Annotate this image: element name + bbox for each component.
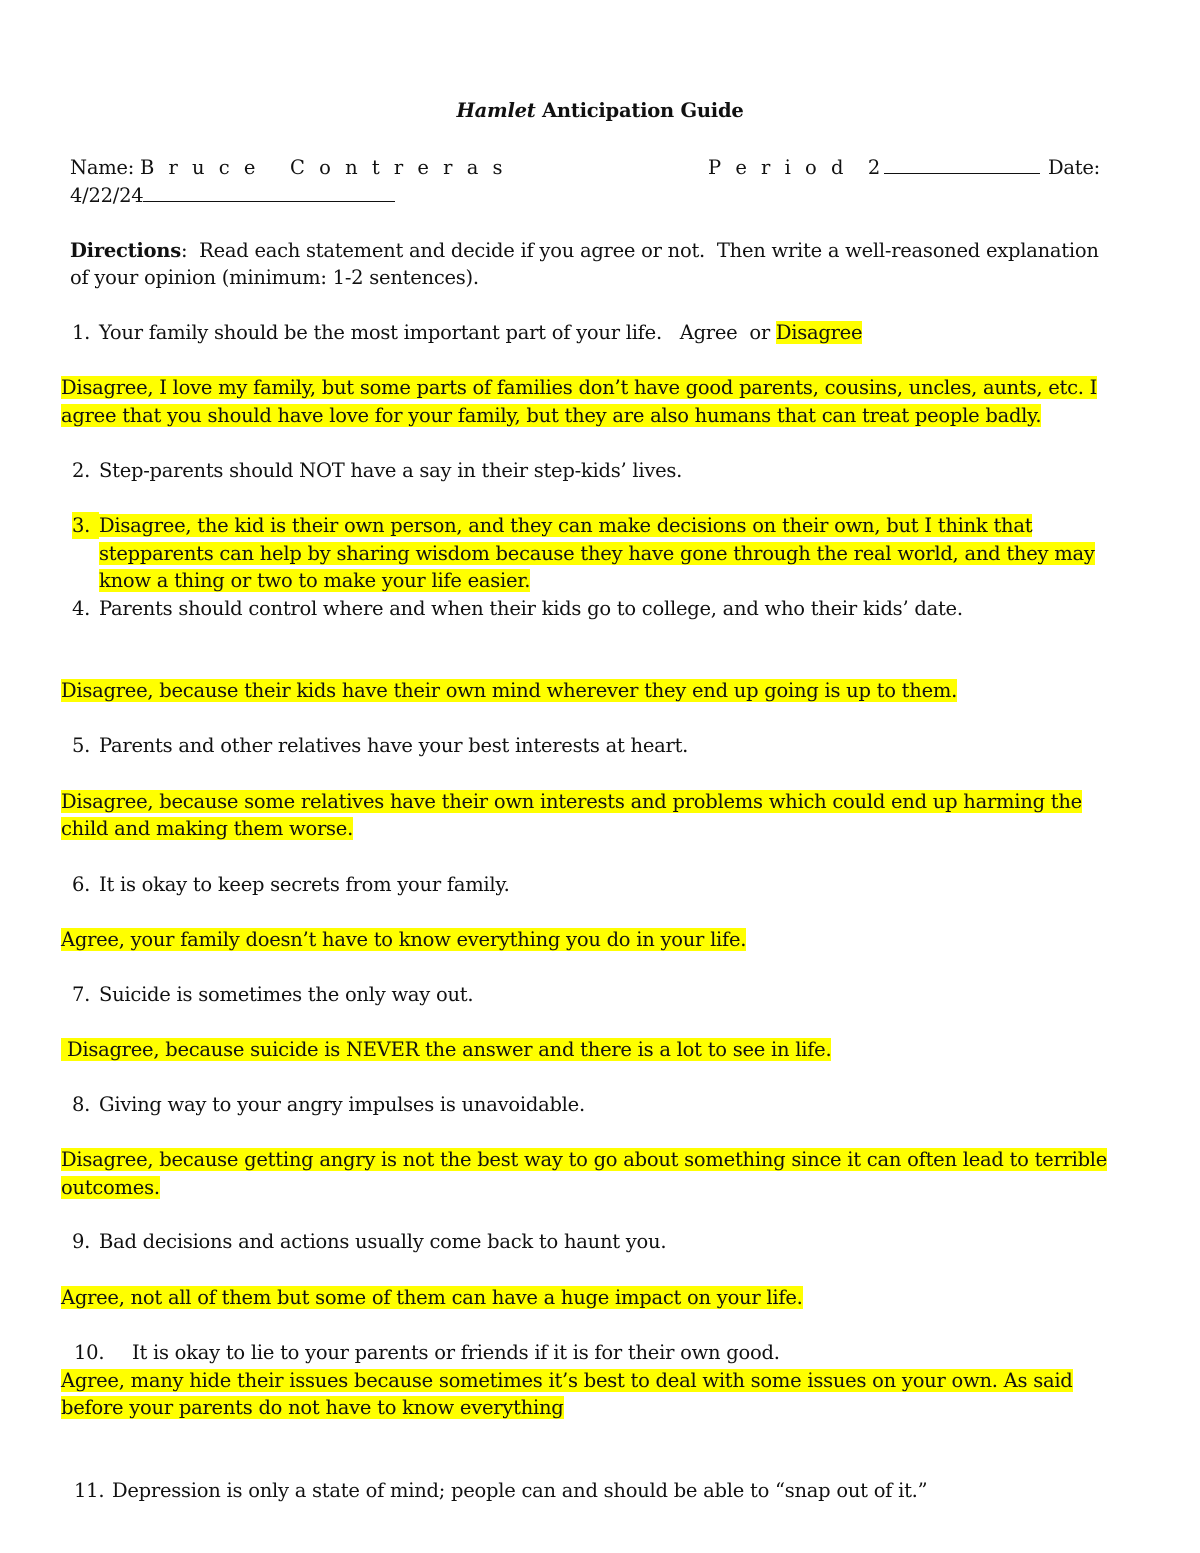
statement-10 <box>74 1339 780 1366</box>
period-label: P e r i o d 2 <box>708 156 885 179</box>
statement-number: 7. <box>72 983 91 1006</box>
statement-2 <box>72 457 682 484</box>
statement-text: It is okay to keep secrets from your family. <box>99 873 510 896</box>
answer-2-line-1: 3. Disagree, the kid is their own person, and they can make decisions on their own, but I think that <box>72 514 1033 537</box>
statement-number: 8. <box>72 1093 91 1116</box>
statement-number: 2. <box>72 459 91 482</box>
statement-number: 9. <box>72 1230 91 1253</box>
date-value: 4/22/24 <box>70 184 144 207</box>
answer-10-line-2: before your parents do not have to know everything <box>61 1396 564 1419</box>
statement-text: Bad decisions and actions usually come back to haunt you. <box>99 1230 667 1253</box>
answer-5-line-1: Disagree, because some relatives have their own interests and problems which could end up harming the <box>61 790 1082 813</box>
name-value: B r u c e C o n t r e r a s <box>140 156 507 179</box>
document-title <box>0 97 1200 124</box>
statement-9 <box>72 1228 666 1255</box>
date-line <box>70 182 395 209</box>
period-blank <box>884 155 1040 174</box>
answer-6-line-1: Agree, your family doesn’t have to know everything you do in your life. <box>61 928 747 951</box>
statement-7 <box>72 981 473 1008</box>
answer-8-line-1: Disagree, because getting angry is not the best way to go about something since it can often lead to terrible <box>61 1148 1108 1171</box>
statement-text: Step-parents should NOT have a say in their step-kids’ lives. <box>99 459 683 482</box>
answer-10-line-1: Agree, many hide their issues because sometimes it’s best to deal with some issues on your own. As said <box>61 1369 1073 1392</box>
statement-number: 1. <box>72 321 91 344</box>
statement-number: 6. <box>72 873 91 896</box>
name-line <box>70 154 507 181</box>
answer-8-line-2: outcomes. <box>61 1176 160 1199</box>
directions-text-1: : Read each statement and decide if you agree or not. Then write a well-reasoned explanation <box>180 239 1099 262</box>
directions-label: Directions <box>70 239 181 262</box>
statement-text: Parents and other relatives have your best interests at heart. <box>99 734 689 757</box>
statement-11 <box>74 1477 927 1504</box>
statement-number: 11. <box>74 1479 105 1502</box>
statement-number: 4. <box>72 597 91 620</box>
answer-number: 3. <box>72 512 99 539</box>
statement-text: Your family should be the most important part of your life. Agree or <box>99 321 776 344</box>
statement-1 <box>72 319 862 346</box>
statement-text: It is okay to lie to your parents or friends if it is for their own good. <box>132 1341 780 1364</box>
statement-4 <box>72 595 963 622</box>
choice-highlight: Disagree <box>775 321 863 344</box>
directions-line-1 <box>70 237 1099 264</box>
answer-4-line-1: Disagree, because their kids have their own mind wherever they end up going is up to them. <box>61 679 958 702</box>
title-rest: Anticipation Guide <box>535 99 744 122</box>
statement-8 <box>72 1091 585 1118</box>
period-line <box>708 154 1040 181</box>
statement-number: 5. <box>72 734 91 757</box>
answer-7-line-1: Disagree, because suicide is NEVER the answer and there is a lot to see in life. <box>61 1038 832 1061</box>
statement-text: Suicide is sometimes the only way out. <box>99 983 474 1006</box>
date-blank <box>143 183 395 202</box>
date-label: Date: <box>1048 156 1100 179</box>
name-label: Name: <box>70 156 140 179</box>
answer-2-line-3: know a thing or two to make your life easier. <box>99 569 531 592</box>
statement-text: Giving way to your angry impulses is unavoidable. <box>99 1093 585 1116</box>
answer-5-line-2: child and making them worse. <box>61 817 354 840</box>
statement-text: Parents should control where and when their kids go to college, and who their kids’ date. <box>99 597 963 620</box>
answer-9-line-1: Agree, not all of them but some of them can have a huge impact on your life. <box>61 1286 803 1309</box>
answer-2-line-2: stepparents can help by sharing wisdom because they have gone through the real world, and they may <box>99 542 1095 565</box>
statement-5 <box>72 732 688 759</box>
statement-6 <box>72 871 510 898</box>
statement-number: 10. <box>74 1341 105 1364</box>
directions-line-2: of your opinion (minimum: 1-2 sentences). <box>70 266 479 289</box>
answer-1-line-1: Disagree, I love my family, but some parts of families don’t have good parents, cousins, uncles, aunts, etc. I <box>61 376 1098 399</box>
title-italic: Hamlet <box>456 99 536 122</box>
answer-1-line-2: agree that you should have love for your family, but they are also humans that can treat people badly. <box>61 404 1042 427</box>
statement-text: Depression is only a state of mind; people can and should be able to “snap out of it.” <box>112 1479 928 1502</box>
